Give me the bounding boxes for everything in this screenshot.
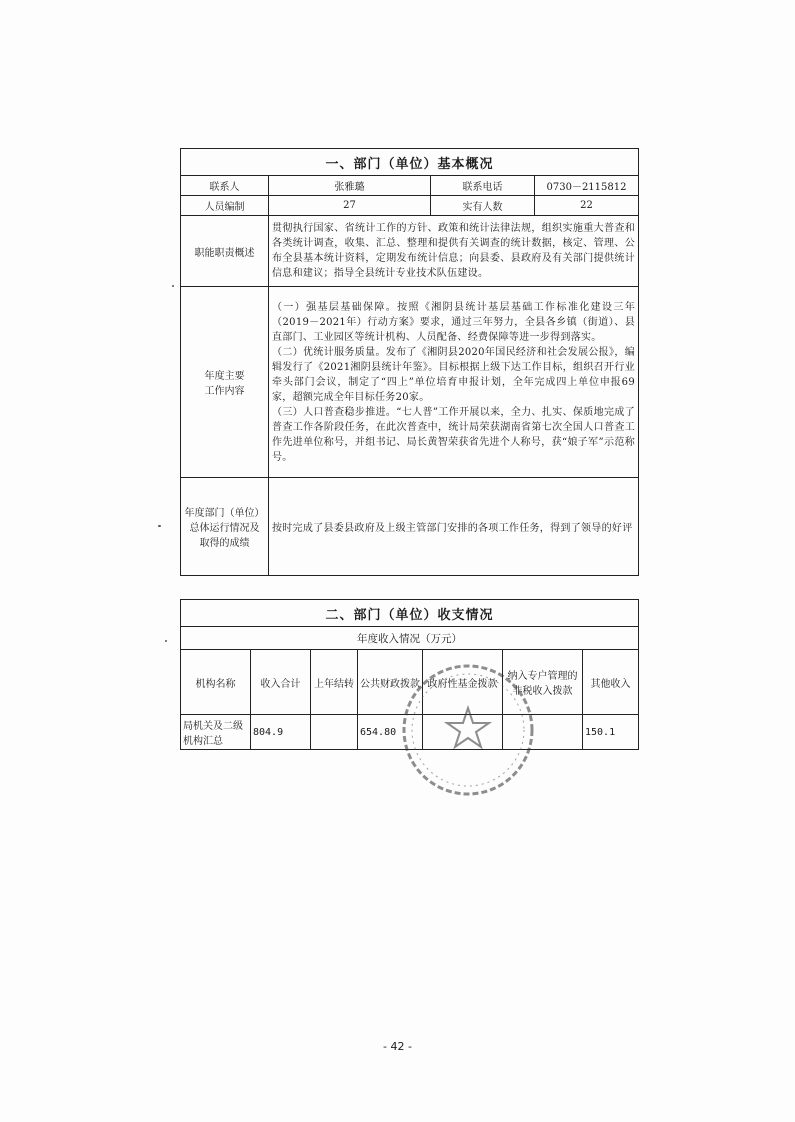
staff-actual-value: 22 — [535, 196, 639, 216]
contact-label: 联系人 — [181, 176, 269, 196]
header-special-fund: 纳入专户管理的非税收入拨款 — [503, 650, 583, 715]
contact-value: 张雅璐 — [269, 176, 431, 196]
result-label — [181, 478, 269, 576]
header-total-income: 收入合计 — [251, 650, 311, 715]
scan-speck — [158, 525, 161, 527]
duty-text: 贯彻执行国家、省统计工作的方针、政策和统计法律法规，组织实施重大普查和各类统计调查，收集、汇总、整理和提供有关调查的统计数据，核定、管理、公布全县基本统计资料，定期发布统计信息；向县委、县政府及有关部门提供统计信息和建议；指导全县统计专业技术队伍建设。 — [269, 216, 639, 287]
cell-total-income: 804.9 — [251, 715, 311, 750]
header-prev-balance: 上年结转 — [311, 650, 358, 715]
cell-prev-balance — [311, 715, 358, 750]
result-label-line2: 总体运行情况及 — [189, 523, 260, 534]
work-label — [181, 287, 269, 478]
basic-info-table — [180, 148, 639, 576]
result-label-line3: 取得的成绩 — [199, 538, 250, 549]
scan-speck — [165, 640, 167, 642]
work-label-line1: 年度主要 — [204, 371, 245, 382]
work-paragraph: （二）优统计服务质量。发布了《湘阴县2020年国民经济和社会发展公报》，编辑发行了《2021湘阴县统计年鉴》。目标根据上级下达工作目标，组织召开行业牵头部门会议，制定了“四上”单位培育申报计划，全年完成四上单位申报69家，超额完成全年目标任务20家。 — [272, 346, 636, 403]
staff-actual-label: 实有人数 — [431, 196, 535, 216]
cell-gov-fund — [423, 715, 503, 750]
income-subtitle: 年度收入情况（万元） — [181, 627, 639, 650]
header-other-income: 其他收入 — [583, 650, 639, 715]
scan-speck — [172, 285, 174, 287]
work-paragraph: （三）人口普查稳步推进。“七人普”工作开展以来，全力、扎实、保质地完成了普查工作各阶段任务，在此次普查中，统计局荣获湖南省第七次全国人口普查工作先进单位称号，并组书记、局长黄智荣获省先进个人称号，获“娘子军”示范称号。 — [272, 406, 636, 463]
cell-public-budget: 654.80 — [358, 715, 423, 750]
duty-label: 职能职责概述 — [181, 216, 269, 287]
section1-title: 一、部门（单位）基本概况 — [181, 149, 639, 176]
income-table — [180, 599, 639, 750]
staff-quota-label: 人员编制 — [181, 196, 269, 216]
section2-title: 二、部门（单位）收支情况 — [181, 600, 639, 627]
work-paragraph: （一）强基层基础保障。按照《湘阴县统计基层基础工作标准化建设三年（2019－2021年）行动方案》要求，通过三年努力，全县各乡镇（街道）、县直部门、工业园区等统计机构、人员配备、经费保障等进一步得到落实。 — [272, 301, 636, 343]
cell-org-name: 局机关及二级机构汇总 — [181, 715, 251, 750]
work-content — [269, 287, 639, 478]
table-row — [181, 715, 639, 750]
header-org-name: 机构名称 — [181, 650, 251, 715]
staff-quota-value: 27 — [269, 196, 431, 216]
result-label-line1: 年度部门（单位） — [184, 508, 265, 519]
header-gov-fund: 政府性基金拨款 — [423, 650, 503, 715]
result-text: 按时完成了县委县政府及上级主管部门安排的各项工作任务，得到了领导的好评 — [269, 478, 639, 576]
header-public-budget: 公共财政拨款 — [358, 650, 423, 715]
cell-other-income: 150.1 — [583, 715, 639, 750]
cell-special-fund — [503, 715, 583, 750]
phone-label: 联系电话 — [431, 176, 535, 196]
page-number: - 42 - — [383, 1040, 412, 1053]
phone-value: 0730－2115812 — [535, 176, 639, 196]
work-label-line2: 工作内容 — [204, 386, 245, 397]
